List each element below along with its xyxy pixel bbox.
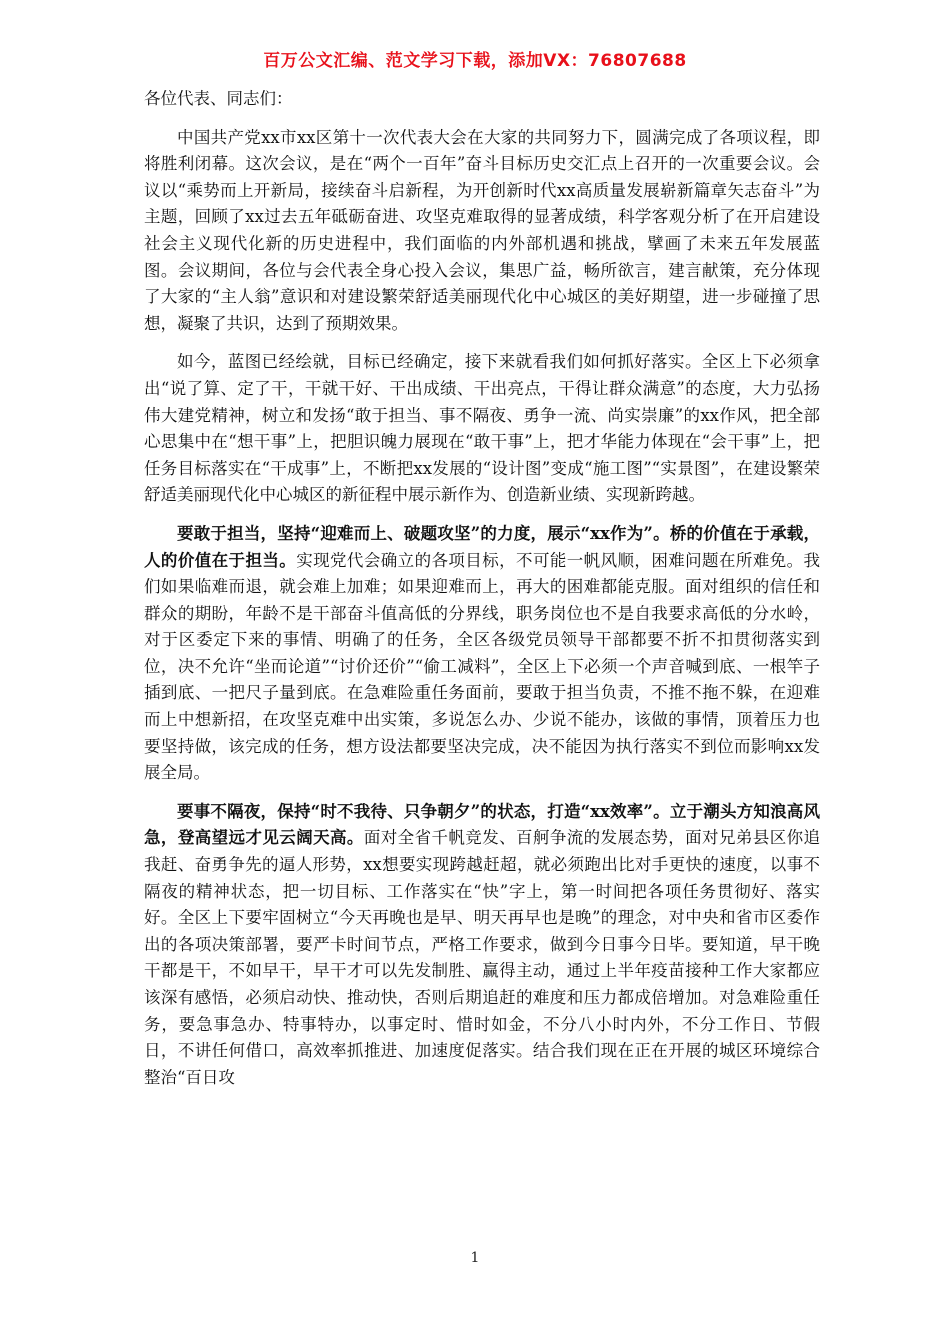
paragraph-lead-bold: 要事不隔夜，保持“时不我待、只争朝夕”的状态，打造“xx效率”。立于潮头方知浪高风急，登高望远才见云阔天高。 — [144, 801, 820, 848]
download-banner: 百万公文汇编、范文学习下载，添加VX：76807688 — [263, 51, 687, 71]
document-body — [144, 86, 820, 1103]
paragraph-intro — [144, 125, 820, 338]
page-number: 1 — [470, 1250, 480, 1266]
paragraph-text: 中国共产党xx市xx区第十一次代表大会在大家的共同努力下，圆满完成了各项议程，即将胜利闭幕。这次会议，是在“两个一百年”奋斗目标历史交汇点上召开的一次重要会议。会议以“乘势而上开新局，接续奋斗启新程，为开创新时代xx高质量发展崭新篇章矢志奋斗”为主题，回顾了xx过去五年砥砺奋进、攻坚克难取得的显著成绩，科学客观分析了在开启建设社会主义现代化新的历史进程中，我们面临的内外部机遇和挑战，擘画了未来五年发展蓝图。会议期间，各位与会代表全身心投入会议，集思广益，畅所欲言，建言献策，充分体现了大家的“主人翁”意识和对建设繁荣舒适美丽现代化中心城区的美好期望，进一步碰撞了思想，凝聚了共识，达到了预期效果。 — [144, 127, 820, 333]
paragraph-text: 实现党代会确立的各项目标，不可能一帆风顺，困难问题在所难免。我们如果临难而退，就会难上加难；如果迎难而上，再大的困难都能克服。面对组织的信任和群众的期盼，年龄不是干部奋斗值高低的分界线，职务岗位也不是自我要求高低的分水岭，对于区委定下来的事情、明确了的任务，全区各级党员领导干部都要不折不扣贯彻落实到位，决不允许“坐而论道”“讨价还价”“偷工减料”，全区上下必须一个声音喊到底、一根竿子插到底、一把尺子量到底。在急难险重任务面前，要敢于担当负责，不推不拖不躲，在迎难而上中想新招，在攻坚克难中出实策，多说怎么办、少说不能办，该做的事情，顶着压力也要坚持做，该完成的任务，想方设法都要坚决完成，决不能因为执行落实不到位而影响xx发展全局。 — [144, 550, 821, 783]
paragraph-lead-bold: 要敢于担当，坚持“迎难而上、破题攻坚”的力度，展示“xx作为”。桥的价值在于承载，人的价值在于担当。 — [144, 523, 820, 570]
paragraph-blueprint — [144, 349, 820, 509]
salutation: 各位代表、同志们： — [144, 89, 293, 108]
paragraph-efficiency — [144, 799, 820, 1092]
paragraph-text: 如今，蓝图已经绘就，目标已经确定，接下来就看我们如何抓好落实。全区上下必须拿出“说了算、定了干，干就干好、干出成绩、干出亮点，干得让群众满意”的态度，大力弘扬伟大建党精神，树立和发扬“敢于担当、事不隔夜、勇争一流、尚实崇廉”的xx作风，把全部心思集中在“想干事”上，把胆识魄力展现在“敢干事”上，把才华能力体现在“会干事”上，把任务目标落实在“干成事”上，不断把xx发展的“设计图”变成“施工图”“实景图”，在建设繁荣舒适美丽现代化中心城区的新征程中展示新作为、创造新业绩、实现新跨越。 — [144, 352, 820, 505]
paragraph-text: 面对全省千帆竞发、百舸争流的发展态势，面对兄弟县区你追我赶、奋勇争先的逼人形势，xx想要实现跨越赶超，就必须跑出比对手更快的速度，以事不隔夜的精神状态，把一切目标、工作落实在“快”字上，第一时间把各项任务贯彻好、落实好。全区上下要牢固树立“今天再晚也是早、明天再早也是晚”的理念，对中央和省市区委作出的各项决策部署，要严卡时间节点，严格工作要求，做到今日事今日毕。要知道，早干晚干都是干，不如早干，早干才可以先发制胜、赢得主动，通过上半年疫苗接种工作大家都应该深有感悟，必须启动快、推动快，否则后期追赶的难度和压力都成倍增加。对急难险重任务，要急事急办、特事特办，以事定时、惜时如金，不分八小时内外，不分工作日、节假日，不讲任何借口，高效率抓推进、加速度促落实。结合我们现在正在开展的城区环境综合整治“百日攻 — [144, 828, 821, 1087]
paragraph-dare-to-take-responsibility — [144, 521, 820, 787]
